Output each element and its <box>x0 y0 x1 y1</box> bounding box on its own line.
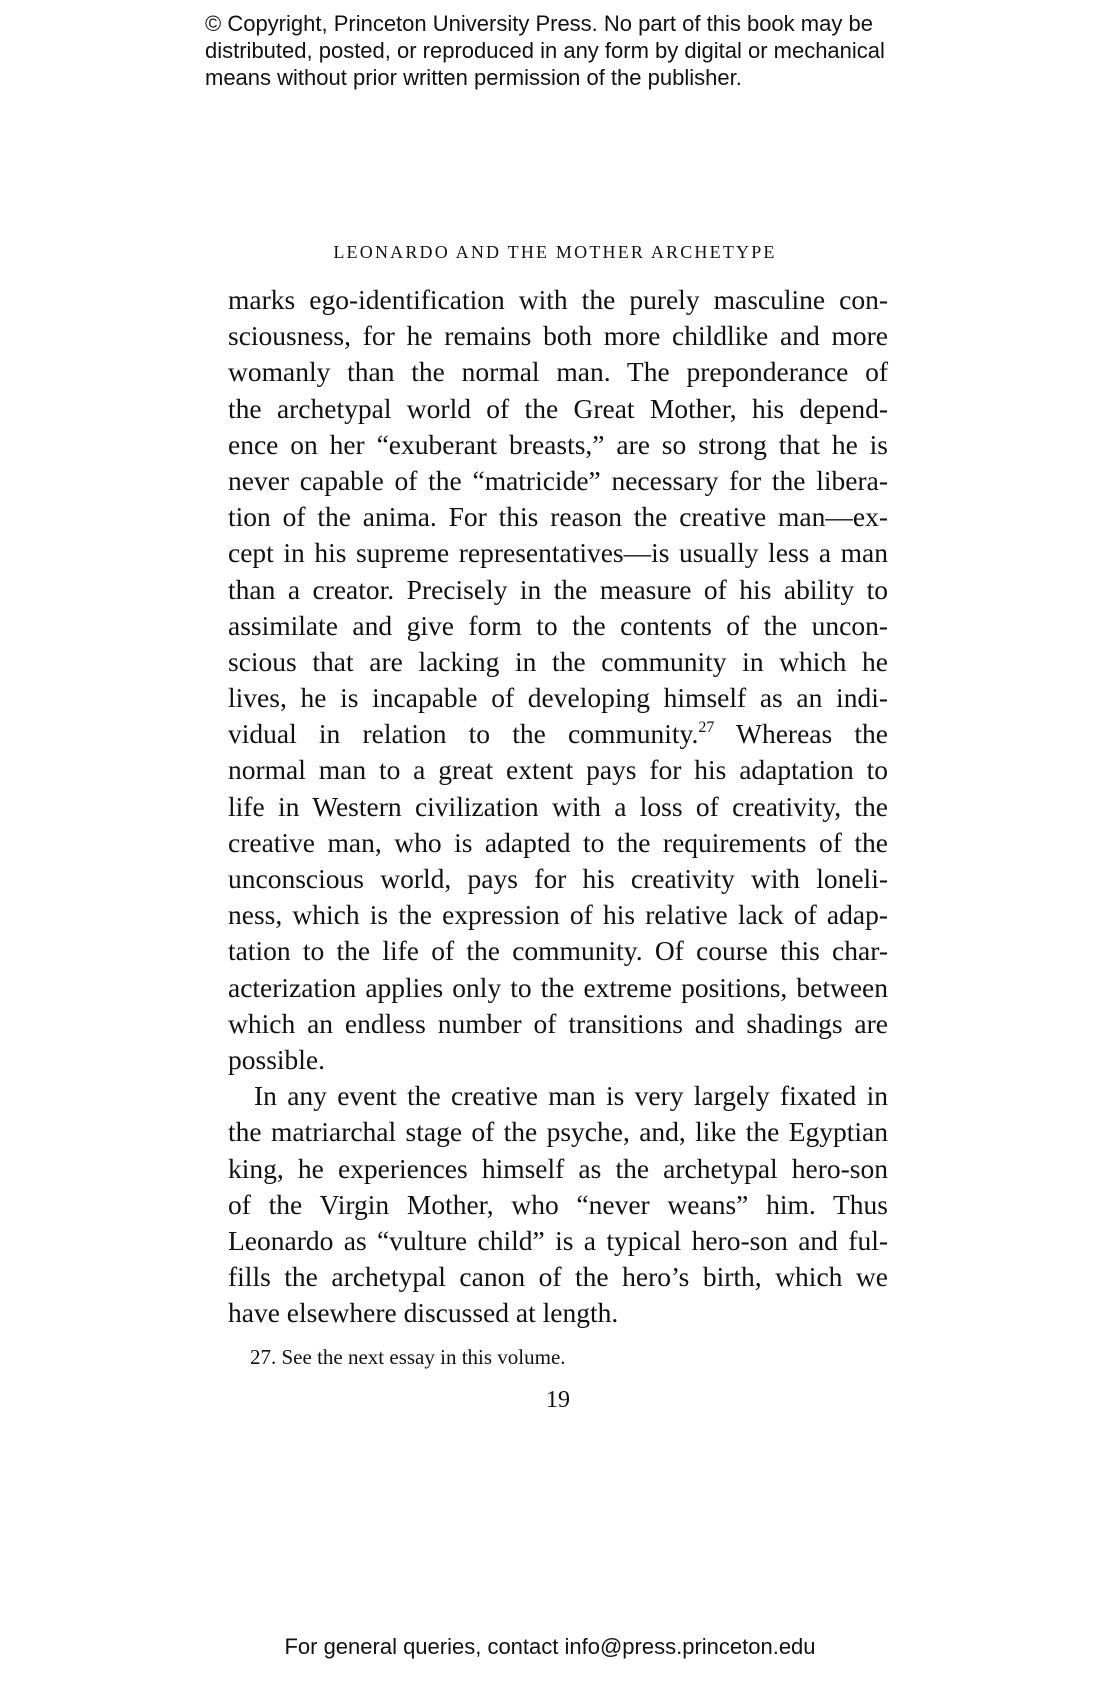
text-line: womanly than the normal man. The preponderance of <box>228 356 888 388</box>
footnote-reference[interactable]: 27 <box>698 719 715 737</box>
text-segment: Whereas the <box>714 718 888 750</box>
footnote: 27. See the next essay in this volume. <box>250 1345 566 1369</box>
text-line: have elsewhere discussed at length. <box>228 1297 619 1329</box>
copyright-line: © Copyright, Princeton University Press. No part of this book may be <box>205 11 873 36</box>
copyright-line: distributed, posted, or reproduced in any form by digital or mechanical <box>205 38 885 63</box>
text-line: sciousness, for he remains both more childlike and more <box>228 320 888 352</box>
running-head: LEONARDO AND THE MOTHER ARCHETYPE <box>333 242 777 262</box>
text-line: marks ego-identification with the purely masculine con- <box>228 284 888 315</box>
text-line-with-footnote-ref <box>228 716 888 752</box>
text-line: unconscious world, pays for his creativity with loneli- <box>228 863 888 894</box>
text-line: cept in his supreme representatives—is usually less a man <box>228 537 888 569</box>
text-line: scious that are lacking in the community in which he <box>228 645 888 677</box>
text-line: which an endless number of transitions and shadings are <box>228 1007 888 1039</box>
copyright-line: means without prior written permission of the publisher. <box>205 65 742 90</box>
text-line: life in Western civilization with a loss of creativity, the <box>228 790 888 822</box>
text-line: king, he experiences himself as the archetypal hero-son <box>228 1152 888 1184</box>
body-text <box>228 282 888 1331</box>
page-number: 19 <box>546 1387 570 1413</box>
text-line: tation to the life of the community. Of course this char- <box>228 935 888 967</box>
text-segment: vidual in relation to the community. <box>228 718 699 750</box>
text-line: In any event the creative man is very largely fixated in <box>254 1080 888 1112</box>
text-line: ence on her “exuberant breasts,” are so strong that he is <box>228 428 888 460</box>
text-line: possible. <box>228 1043 326 1075</box>
text-line: ness, which is the expression of his relative lack of adap- <box>228 899 888 931</box>
text-line: Leonardo as “vulture child” is a typical hero-son and ful- <box>228 1224 888 1256</box>
copyright-notice <box>205 10 925 91</box>
text-line: of the Virgin Mother, who “never weans” him. Thus <box>228 1188 888 1220</box>
text-line: than a creator. Precisely in the measure of his ability to <box>228 573 888 605</box>
text-line: creative man, who is adapted to the requirements of the <box>228 826 888 858</box>
text-line: the matriarchal stage of the psyche, and, like the Egyptian <box>228 1116 888 1148</box>
text-line: normal man to a great extent pays for his adaptation to <box>228 754 888 786</box>
contact-notice: For general queries, contact info@press.princeton.edu <box>284 1634 816 1659</box>
text-line: the archetypal world of the Great Mother, his depend- <box>228 392 888 424</box>
text-line: never capable of the “matricide” necessary for the libera- <box>228 464 888 496</box>
text-line: acterization applies only to the extreme positions, between <box>228 971 888 1003</box>
text-line: assimilate and give form to the contents of the uncon- <box>228 609 888 641</box>
text-line: fills the archetypal canon of the hero’s birth, which we <box>228 1261 888 1293</box>
text-line: lives, he is incapable of developing himself as an indi- <box>228 682 888 714</box>
text-line: tion of the anima. For this reason the creative man—ex- <box>228 501 888 533</box>
